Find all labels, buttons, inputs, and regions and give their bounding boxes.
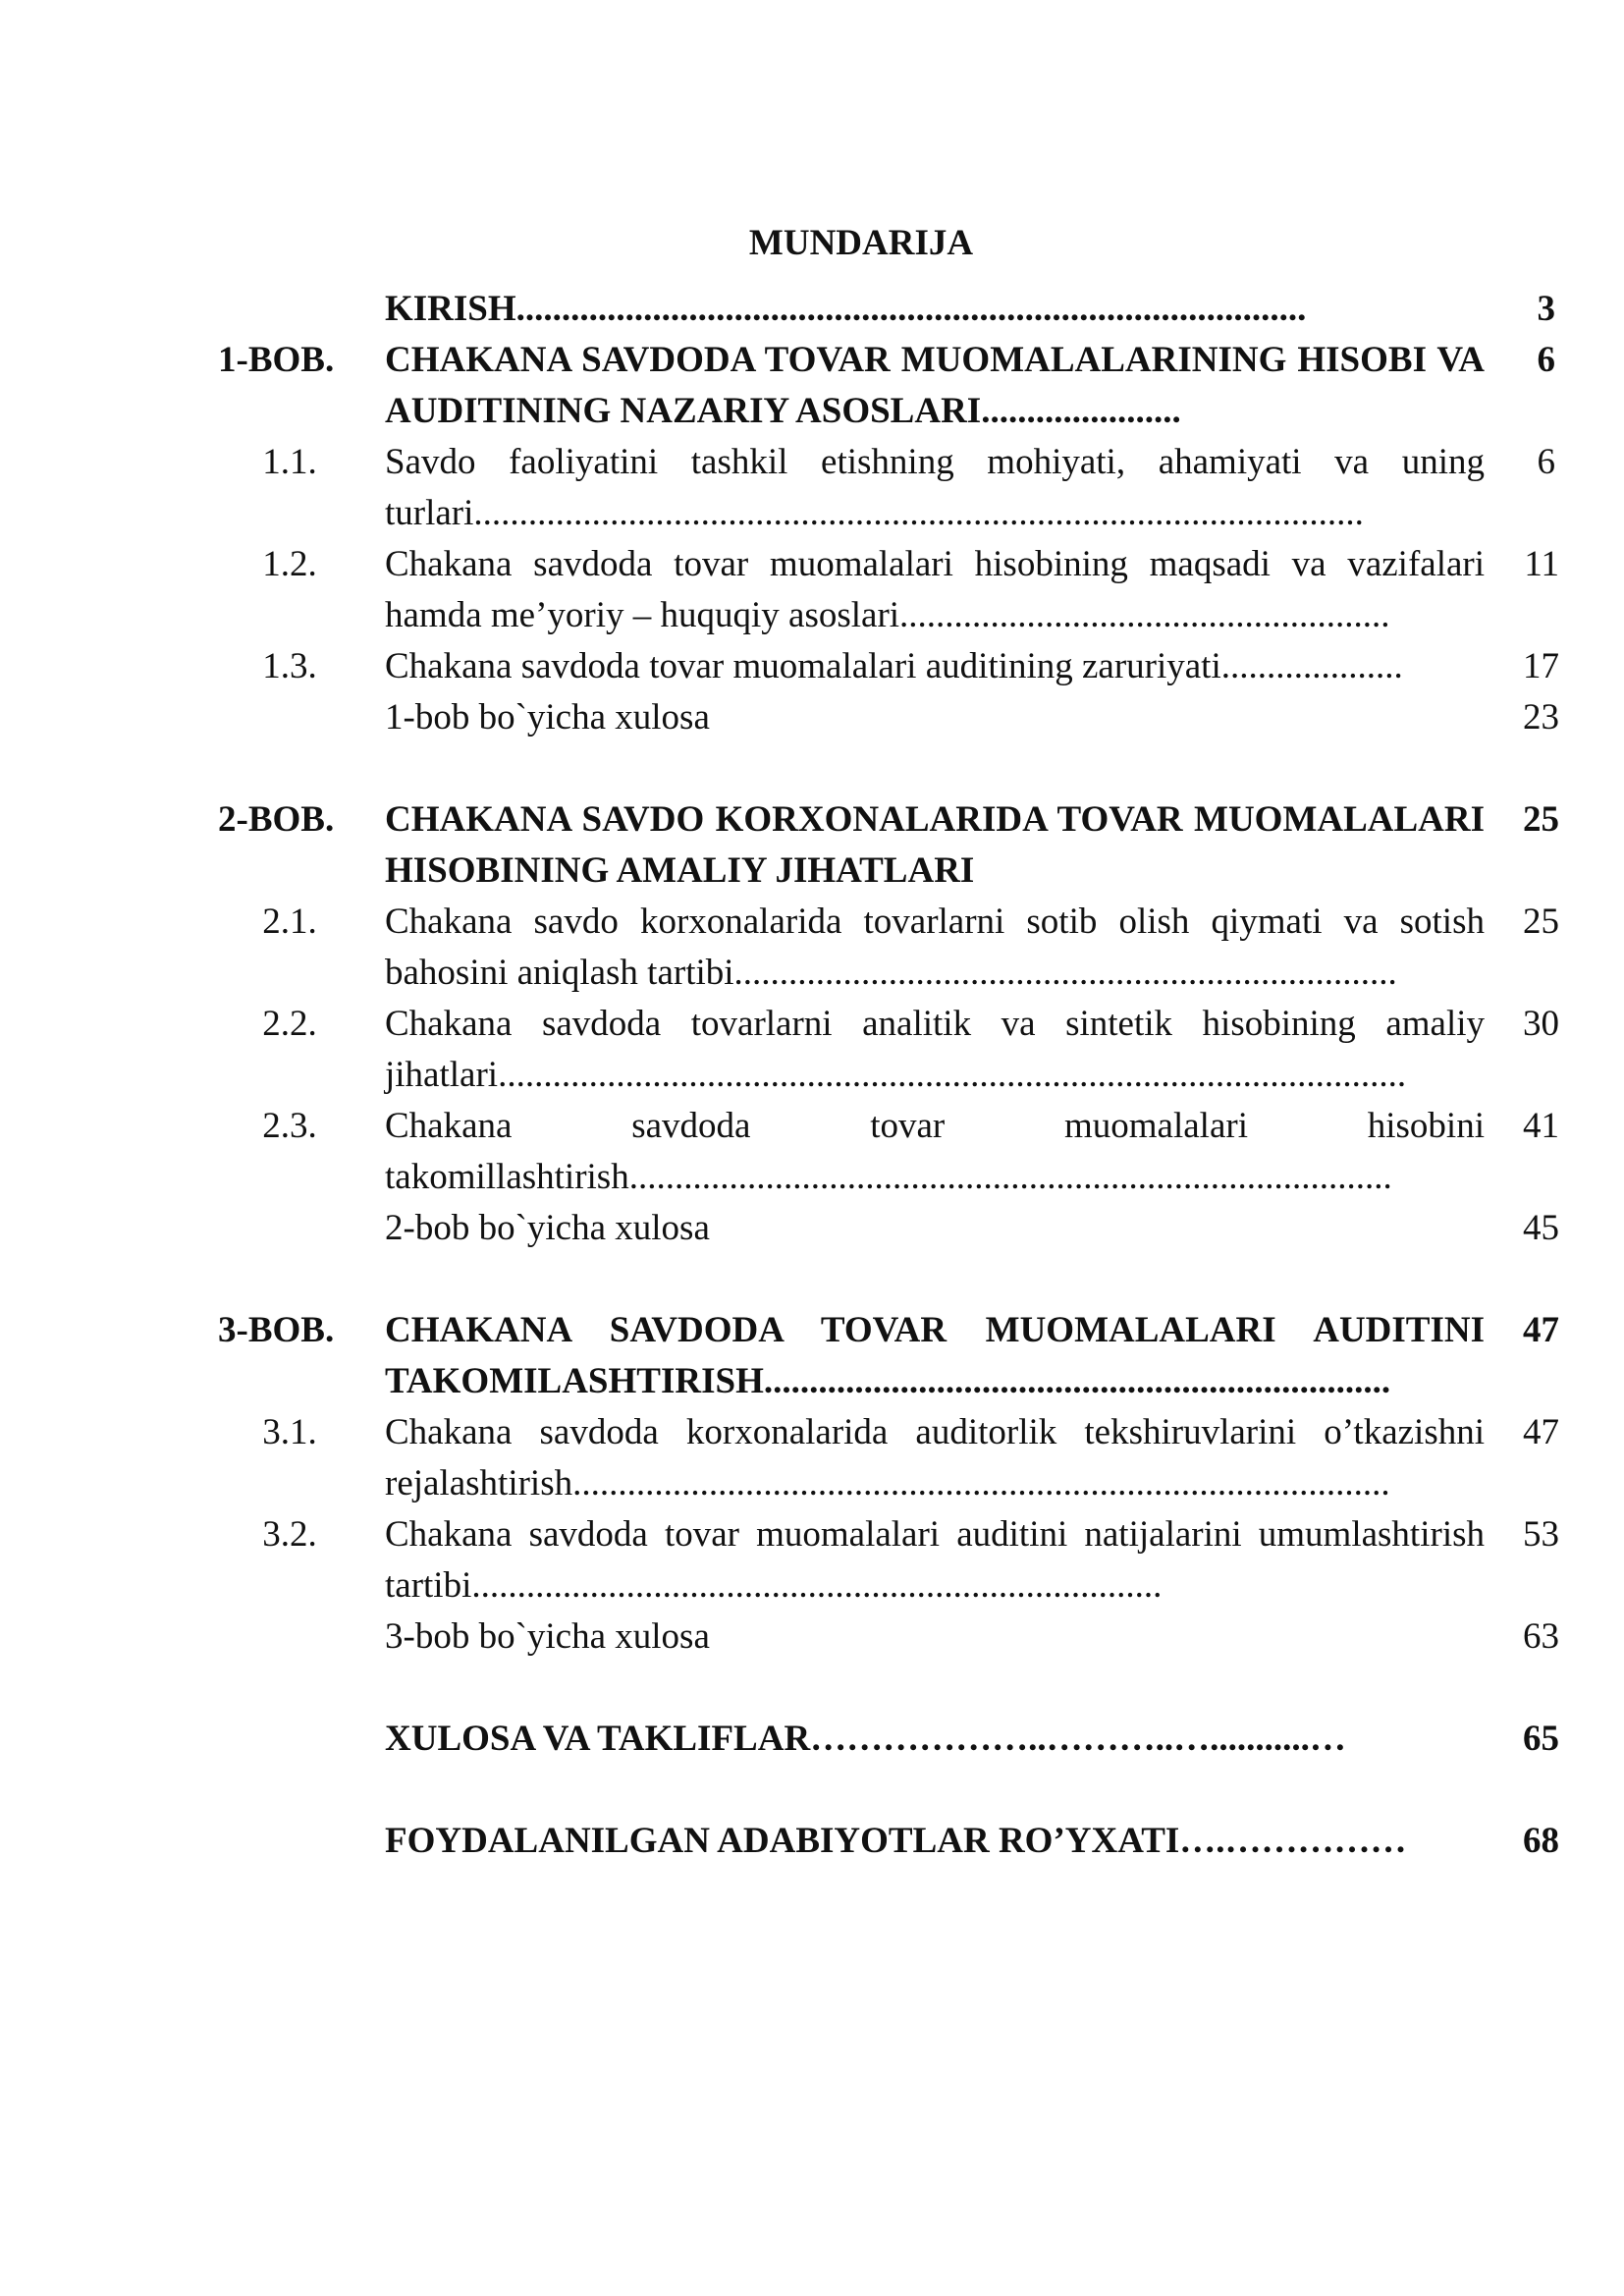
toc-entry-1-summary bbox=[0, 692, 1624, 743]
entry-title: CHAKANA SAVDODA TOVAR MUOMALALARI AUDITINI TAKOMILASHTIRISH..................................................................... bbox=[385, 1310, 1485, 1401]
entry-page: 6 bbox=[1537, 442, 1555, 482]
toc-entry-3-2 bbox=[0, 1509, 1624, 1612]
entry-page: 11 bbox=[1524, 544, 1559, 584]
entry-title: KIRISH....................................................................................... bbox=[385, 289, 1307, 329]
entry-page: 65 bbox=[1523, 1719, 1559, 1759]
entry-number: 2-BOB. bbox=[218, 799, 335, 840]
toc-entry-1-1 bbox=[0, 437, 1624, 539]
entry-title: 2-bob bo`yicha xulosa bbox=[385, 1208, 710, 1248]
toc-entry-2-summary bbox=[0, 1203, 1624, 1254]
entry-page: 3 bbox=[1537, 289, 1555, 329]
entry-page: 45 bbox=[1523, 1208, 1559, 1248]
toc-entry-2-1 bbox=[0, 897, 1624, 999]
entry-title: Chakana savdo korxonalarida tovarlarni sotib olish qiymati va sotish bahosini aniqlash tartibi......................................................................... bbox=[385, 902, 1485, 993]
section-spacer bbox=[0, 1254, 1624, 1305]
toc-entry-conclusions bbox=[0, 1714, 1624, 1765]
page-title: MUNDARIJA bbox=[748, 223, 974, 263]
entry-number: 3-BOB. bbox=[218, 1310, 335, 1350]
entry-number: 1-BOB. bbox=[218, 340, 335, 380]
entry-title: CHAKANA SAVDODA TOVAR MUOMALALARINING HISOBI VA AUDITINING NAZARIY ASOSLARI...................... bbox=[385, 340, 1485, 431]
toc-entry-2-2 bbox=[0, 999, 1624, 1101]
entry-page: 41 bbox=[1523, 1106, 1559, 1146]
entry-page: 68 bbox=[1523, 1821, 1559, 1861]
section-spacer bbox=[0, 1765, 1624, 1816]
entry-page: 63 bbox=[1523, 1616, 1559, 1657]
toc-entry-chapter-2 bbox=[0, 794, 1624, 897]
entry-number: 1.2. bbox=[262, 544, 317, 584]
toc-entry-1-2 bbox=[0, 539, 1624, 641]
entry-number: 2.2. bbox=[262, 1004, 317, 1044]
entry-title: XULOSA VA TAKLIFLAR………………..………..…...........… bbox=[385, 1719, 1346, 1759]
entry-title: 3-bob bo`yicha xulosa bbox=[385, 1616, 710, 1657]
entry-title: 1-bob bo`yicha xulosa bbox=[385, 697, 710, 738]
entry-page: 6 bbox=[1537, 340, 1555, 380]
entry-title: FOYDALANILGAN ADABIYOTLAR RO’YXATI….…………… bbox=[385, 1821, 1407, 1861]
toc-entry-3-summary bbox=[0, 1612, 1624, 1663]
entry-number: 2.3. bbox=[262, 1106, 317, 1146]
toc-entry-3-1 bbox=[0, 1407, 1624, 1509]
entry-title: CHAKANA SAVDO KORXONALARIDA TOVAR MUOMALALARI HISOBINING AMALIY JIHATLARI bbox=[385, 799, 1485, 891]
entry-title: Chakana savdoda tovarlarni analitik va sintetik hisobining amaliy jihatlari.................................................................................................... bbox=[385, 1004, 1485, 1095]
entry-number: 1.3. bbox=[262, 646, 317, 686]
toc-entry-kirish bbox=[0, 284, 1624, 335]
toc-entry-bibliography bbox=[0, 1816, 1624, 1867]
entry-page: 25 bbox=[1523, 799, 1559, 840]
toc-entry-1-3 bbox=[0, 641, 1624, 692]
entry-page: 30 bbox=[1523, 1004, 1559, 1044]
entry-page: 47 bbox=[1523, 1310, 1559, 1350]
entry-title: Chakana savdoda tovar muomalalari hisobini takomillashtirish.................................................................................... bbox=[385, 1106, 1485, 1197]
entry-title: Savdo faoliyatini tashkil etishning mohiyati, ahamiyati va uning turlari.................................................................................................. bbox=[385, 442, 1485, 533]
entry-number: 3.2. bbox=[262, 1514, 317, 1555]
entry-title: Chakana savdoda tovar muomalalari auditini natijalarini umumlashtirish tartibi............................................................................ bbox=[385, 1514, 1485, 1606]
toc-entry-chapter-3 bbox=[0, 1305, 1624, 1407]
entry-number: 2.1. bbox=[262, 902, 317, 942]
entry-number: 1.1. bbox=[262, 442, 317, 482]
entry-page: 23 bbox=[1523, 697, 1559, 738]
entry-page: 53 bbox=[1523, 1514, 1559, 1555]
entry-page: 17 bbox=[1523, 646, 1559, 686]
entry-title: Chakana savdoda tovar muomalalari hisobining maqsadi va vazifalari hamda me’yoriy – huquqiy asoslari...................................................... bbox=[385, 544, 1485, 635]
entry-title: Chakana savdoda korxonalarida auditorlik tekshiruvlarini o’tkazishni rejalashtirish.......................................................................................... bbox=[385, 1412, 1485, 1503]
entry-page: 47 bbox=[1523, 1412, 1559, 1452]
entry-title: Chakana savdoda tovar muomalalari auditining zaruriyati.................... bbox=[385, 646, 1403, 686]
section-spacer bbox=[0, 1663, 1624, 1714]
table-of-contents bbox=[0, 284, 1624, 1867]
entry-number: 3.1. bbox=[262, 1412, 317, 1452]
entry-page: 25 bbox=[1523, 902, 1559, 942]
toc-entry-chapter-1 bbox=[0, 335, 1624, 437]
toc-entry-2-3 bbox=[0, 1101, 1624, 1203]
section-spacer bbox=[0, 743, 1624, 794]
